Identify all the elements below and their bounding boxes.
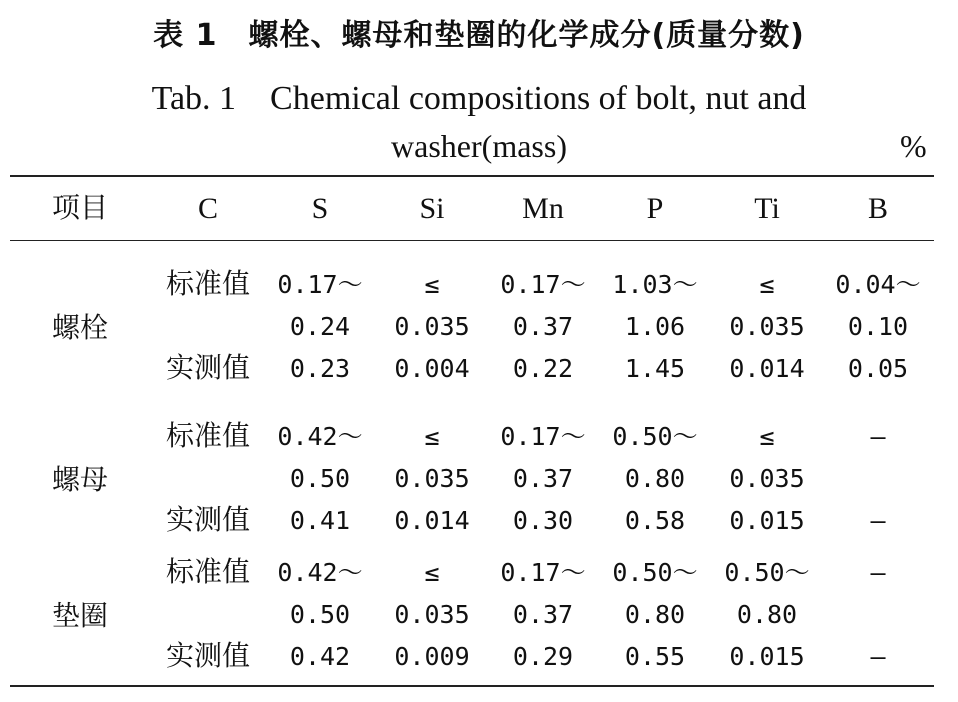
table-cell: —: [870, 642, 886, 671]
table-cell: 0.37: [512, 312, 574, 341]
row-kind-label: 标准值: [165, 267, 251, 300]
table-cell: 1.06: [624, 312, 686, 341]
bottom-rule: [10, 685, 934, 687]
table-cell: 0.17～: [500, 422, 586, 451]
table-cell: 0.50: [289, 464, 351, 493]
table-cell: 0.42～: [277, 422, 363, 451]
table-cell: —: [870, 422, 886, 451]
table-cell: 0.035: [394, 600, 470, 629]
table-cell: 0.22: [512, 354, 574, 383]
header-b: B: [867, 192, 889, 225]
table-cell: 0.50: [289, 600, 351, 629]
table-cell: 0.50～: [612, 422, 698, 451]
table-cell: 0.80: [624, 464, 686, 493]
table-cell: 0.035: [394, 312, 470, 341]
row-kind-label: 标准值: [165, 419, 251, 452]
table-cell: 0.80: [624, 600, 686, 629]
table-cell: 0.009: [394, 642, 470, 671]
row-kind-label: 实测值: [165, 503, 251, 536]
table-cell: 0.035: [729, 464, 805, 493]
table-title-english-line1: Tab. 1 Chemical compositions of bolt, nut and: [151, 80, 807, 117]
table-cell: 0.035: [394, 464, 470, 493]
table-cell: 0.30: [512, 506, 574, 535]
table-cell: 0.035: [729, 312, 805, 341]
table-cell: 0.17～: [500, 558, 586, 587]
header-p: P: [646, 192, 664, 225]
row-item-label: 垫圈: [51, 599, 109, 632]
table-cell: ≤: [424, 558, 440, 587]
header-mn: Mn: [522, 192, 564, 225]
table-cell: —: [870, 506, 886, 535]
table-cell: ≤: [424, 270, 440, 299]
table-cell: 0.80: [736, 600, 798, 629]
header-rule: [10, 240, 934, 241]
table-cell: 0.55: [624, 642, 686, 671]
table-cell: 0.58: [624, 506, 686, 535]
row-kind-label: 实测值: [165, 351, 251, 384]
table-cell: 0.014: [394, 506, 470, 535]
table-cell: 0.24: [289, 312, 351, 341]
table-title-english-line2: washer(mass): [391, 128, 567, 164]
table-cell: 0.29: [512, 642, 574, 671]
table-cell: 0.42: [289, 642, 351, 671]
table-cell: 0.04～: [835, 270, 921, 299]
row-item-label: 螺母: [51, 463, 109, 496]
table-cell: 0.37: [512, 464, 574, 493]
table-cell: ≤: [759, 422, 775, 451]
table-cell: ≤: [424, 422, 440, 451]
header-item: 项目: [51, 191, 109, 224]
table-cell: 0.23: [289, 354, 351, 383]
table-cell: 0.37: [512, 600, 574, 629]
row-kind-label: 实测值: [165, 639, 251, 672]
header-s: S: [311, 192, 329, 225]
table-cell: 1.03～: [612, 270, 698, 299]
header-c: C: [197, 192, 219, 225]
table-cell: 0.42～: [277, 558, 363, 587]
table-cell: 0.17～: [500, 270, 586, 299]
table-cell: 0.10: [847, 312, 909, 341]
table-cell: 0.50～: [612, 558, 698, 587]
table-cell: 0.015: [729, 506, 805, 535]
table-cell: 0.015: [729, 642, 805, 671]
table-cell: 0.05: [847, 354, 909, 383]
table-cell: —: [870, 558, 886, 587]
table-cell: 0.41: [289, 506, 351, 535]
table-cell: 0.50～: [724, 558, 810, 587]
table-cell: 0.17～: [277, 270, 363, 299]
table-title-chinese: 表 1 螺栓、螺母和垫圈的化学成分(质量分数): [153, 18, 805, 53]
table-cell: ≤: [759, 270, 775, 299]
row-kind-label: 标准值: [165, 555, 251, 588]
top-rule: [10, 175, 934, 177]
table-cell: 0.004: [394, 354, 470, 383]
table-cell: 1.45: [624, 354, 686, 383]
header-ti: Ti: [754, 192, 780, 225]
row-item-label: 螺栓: [51, 311, 109, 344]
header-si: Si: [419, 192, 445, 225]
table-cell: 0.014: [729, 354, 805, 383]
unit-label: %: [900, 128, 927, 164]
